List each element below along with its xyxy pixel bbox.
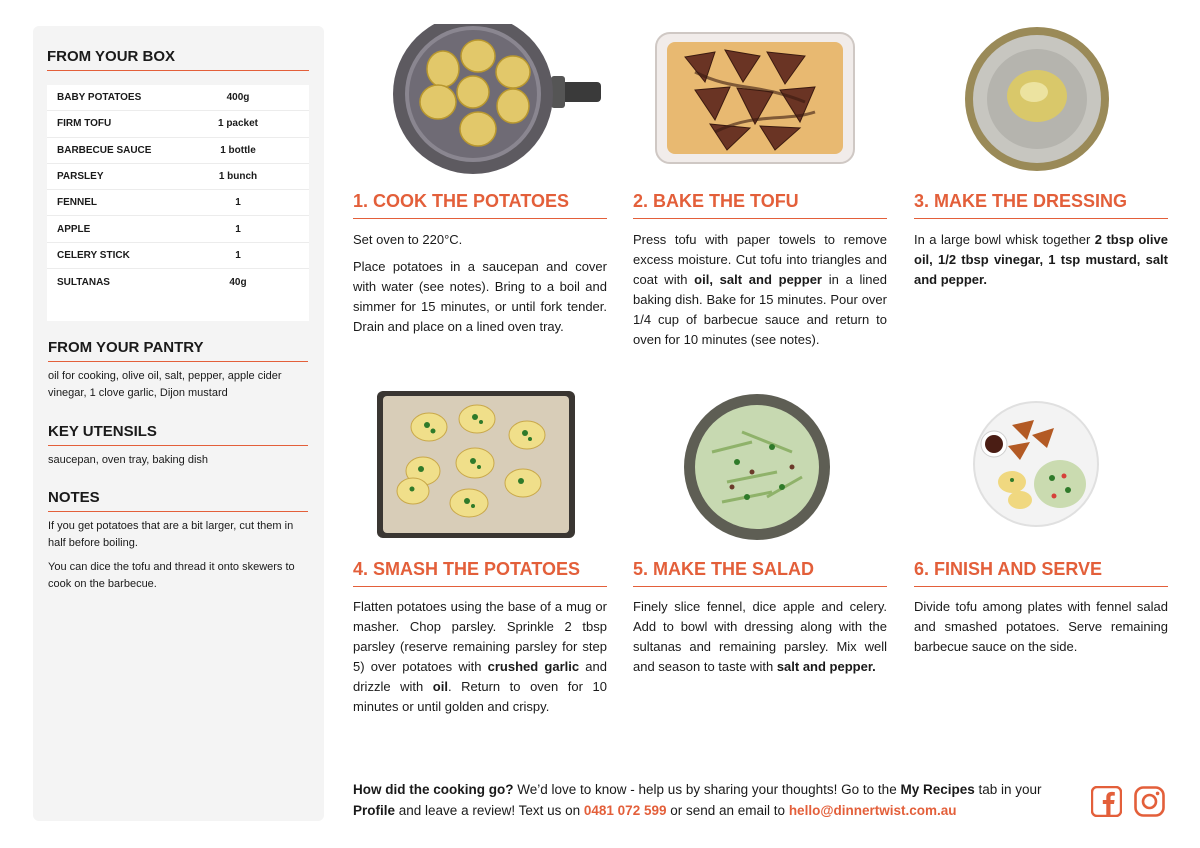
- step-4-title: 4. SMASH THE POTATOES: [353, 559, 581, 579]
- ingredient-name: BARBECUE SAUCE: [57, 144, 152, 156]
- ingredient-qty: 1 bunch: [218, 171, 258, 183]
- text-run: . Return to oven for 10 minutes or until golden and crispy.: [353, 679, 607, 714]
- ingredient-name: BABY POTATOES: [57, 92, 142, 104]
- divider: [48, 445, 308, 446]
- ingredient-row: [47, 138, 309, 164]
- step-1-photo: [383, 24, 603, 174]
- step-6-text: [914, 597, 1168, 657]
- my-recipes-label: My Recipes: [900, 782, 975, 797]
- divider: [914, 218, 1168, 219]
- footer-question: How did the cooking go?: [353, 782, 514, 797]
- bold-text: crushed garlic: [487, 659, 580, 674]
- ingredient-row: [47, 243, 309, 269]
- step-6-paragraph: Divide tofu among plates with fennel salad and smashed potatoes. Serve remaining barbecue sauce on the side.: [914, 599, 1168, 654]
- step-4-photo: [377, 391, 575, 538]
- step-2-photo: [655, 32, 855, 164]
- divider: [48, 361, 308, 362]
- ingredient-qty: 1: [235, 249, 241, 261]
- step-4-text: [353, 597, 607, 717]
- step-5-text: [633, 597, 887, 677]
- bold-text: 2 tbsp olive oil, 1/2 tbsp vinegar, 1 tsp mustard, salt and pepper.: [914, 232, 1168, 287]
- divider: [48, 511, 308, 512]
- text-run: and drizzle with: [353, 659, 607, 694]
- pantry-text: oil for cooking, olive oil, salt, pepper, apple cider vinegar, 1 clove garlic, Dijon mustard: [48, 370, 282, 399]
- text-run: or send an email to: [666, 803, 789, 818]
- notes-section: [48, 489, 308, 593]
- bold-text: oil: [432, 679, 448, 694]
- divider: [353, 586, 607, 587]
- ingredient-name: CELERY STICK: [57, 249, 130, 261]
- ingredient-row: [47, 190, 309, 216]
- notes-heading: NOTES: [48, 489, 100, 506]
- divider: [914, 586, 1168, 587]
- step-3-photo: [962, 24, 1112, 174]
- step-5-title: 5. MAKE THE SALAD: [633, 559, 815, 579]
- step-6-title: 6. FINISH AND SERVE: [914, 559, 1103, 579]
- step-1-title: 1. COOK THE POTATOES: [353, 191, 570, 211]
- divider: [47, 70, 309, 71]
- ingredient-qty: 1 packet: [217, 118, 259, 130]
- ingredient-row: [47, 216, 309, 242]
- step-2-title: 2. BAKE THE TOFU: [633, 191, 799, 211]
- step-1-paragraph-1: Set oven to 220°C.: [353, 232, 463, 247]
- notes-text-1: If you get potatoes that are a bit larger, cut them in half before boiling.: [48, 520, 294, 549]
- text-run: Press tofu with paper towels to remove excess moisture. Cut tofu into triangles and coat with: [633, 232, 887, 287]
- ingredient-name: FENNEL: [57, 197, 97, 209]
- bold-text: oil, salt and pepper: [694, 272, 822, 287]
- from-your-box-heading: FROM YOUR BOX: [47, 48, 176, 65]
- email-link[interactable]: hello@dinnertwist.com.au: [788, 803, 957, 818]
- text-run: Flatten potatoes using the base of a mug or masher. Chop parsley. Sprinkle 2 tbsp parsley (reserve remaining parsley for step 5) over potatoes with: [353, 599, 607, 674]
- phone-number-link[interactable]: 0481 072 599: [583, 803, 667, 818]
- facebook-icon[interactable]: [1091, 786, 1122, 817]
- divider: [633, 586, 887, 587]
- text-run: tab in your: [974, 782, 1042, 797]
- profile-label: Profile: [353, 803, 396, 818]
- bold-text: salt and pepper.: [776, 659, 876, 674]
- text-run: in a lined baking dish. Bake for 15 minutes. Pour over 1/4 cup of barbecue sauce and return to oven for 10 minutes (see notes).: [633, 272, 887, 347]
- ingredient-row: [47, 111, 309, 137]
- ingredient-name: APPLE: [57, 223, 91, 235]
- instagram-icon[interactable]: [1134, 786, 1165, 817]
- text-run: We’d love to know - help us by sharing your thoughts! Go to the: [513, 782, 901, 797]
- pantry-heading: FROM YOUR PANTRY: [48, 339, 204, 356]
- utensils-text: saucepan, oven tray, baking dish: [48, 454, 209, 466]
- step-6-photo: [972, 400, 1100, 528]
- step-2-text: [633, 230, 887, 350]
- ingredient-name: FIRM TOFU: [57, 118, 112, 130]
- utensils-section: [48, 423, 308, 469]
- text-run: Finely slice fennel, dice apple and celery. Add to bowl with dressing along with the sultanas and remaining parsley. Mix well and season to taste with: [633, 599, 887, 674]
- ingredient-qty: 1: [235, 223, 241, 235]
- divider: [353, 218, 607, 219]
- text-run: In a large bowl whisk together: [914, 232, 1095, 247]
- pantry-section: [48, 339, 308, 402]
- ingredient-row: [47, 164, 309, 190]
- step-5-photo: [682, 392, 832, 542]
- text-run: and leave a review! Text us on: [395, 803, 584, 818]
- ingredient-row: [47, 269, 309, 295]
- ingredient-qty: 400g: [226, 92, 250, 104]
- divider: [633, 218, 887, 219]
- ingredient-qty: 1: [235, 197, 241, 209]
- ingredient-name: SULTANAS: [57, 276, 110, 288]
- sidebar: [33, 26, 324, 821]
- notes-text-2: You can dice the tofu and thread it onto skewers to cook on the barbecue.: [48, 561, 295, 590]
- step-1-text: [353, 230, 607, 337]
- ingredient-qty: 40g: [229, 276, 247, 288]
- ingredient-name: PARSLEY: [57, 171, 104, 183]
- step-3-text: [914, 230, 1168, 290]
- ingredient-qty: 1 bottle: [220, 144, 256, 156]
- step-3-title: 3. MAKE THE DRESSING: [914, 191, 1128, 211]
- ingredient-row: [47, 85, 309, 111]
- ingredients-table: [47, 85, 309, 321]
- step-1-paragraph-2: Place potatoes in a saucepan and cover with water (see notes). Bring to a boil and simmer for 15 minutes, or until fork tender. Drain and place on a lined oven tray.: [353, 259, 607, 334]
- feedback-footer: [353, 779, 1073, 821]
- utensils-heading: KEY UTENSILS: [48, 423, 157, 440]
